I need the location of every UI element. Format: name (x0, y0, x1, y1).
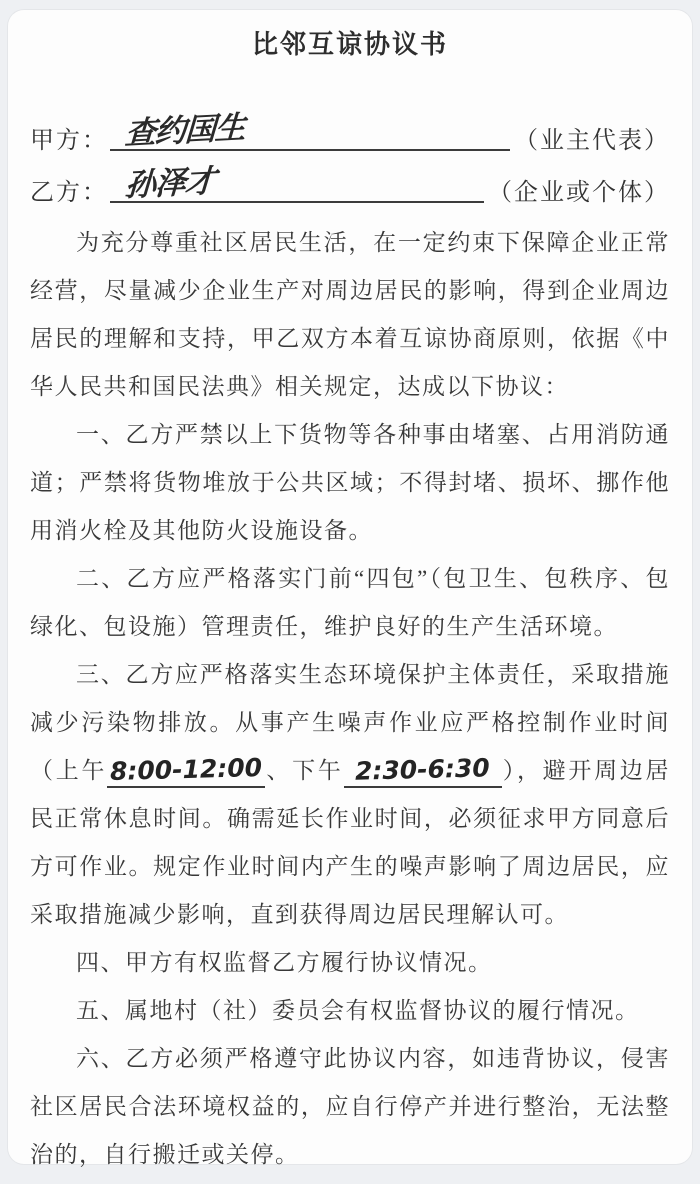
party-a-label: 甲方： (30, 128, 108, 154)
preamble-paragraph: 为充分尊重社区居民生活，在一定约束下保障企业正常经营，尽量减少企业生产对周边居民的影响，得到企业周边居民的理解和支持，甲乙双方本着互谅协商原则，依据《中华人民共和国民法典》相关规定，达成以下协议： (30, 230, 670, 399)
handwritten-afternoon-time: 2:30-6:30 (354, 753, 491, 786)
party-b-label: 乙方： (30, 180, 108, 206)
party-b-role: （企业或个体） (488, 180, 670, 206)
clause-6: 六、乙方必须严格遵守此协议内容，如违背协议，侵害社区居民合法环境权益的，应自行停产并进行整治，无法整治的，自行搬迁或关停。 (30, 1046, 670, 1167)
clause-4: 四、甲方有权监督乙方履行协议情况。 (76, 950, 493, 975)
clause-3-separator: 、下午 (265, 758, 344, 783)
clause-3 (30, 651, 670, 939)
party-a-handwritten-signature: 查约国生 (124, 109, 246, 152)
afternoon-time-blank (344, 755, 502, 788)
document-title: 比邻互谅协议书 (251, 29, 448, 59)
party-b-handwritten-signature: 孙泽才 (124, 163, 216, 204)
handwritten-morning-time: 8:00-12:00 (109, 753, 263, 786)
document-card (8, 10, 692, 1167)
party-b-signature-line (110, 151, 484, 203)
clause-2: 二、乙方应严格落实门前“四包”（包卫生、包秩序、包绿化、包设施）管理责任，维护良好的生产生活环境。 (30, 566, 670, 639)
parties-section (30, 105, 670, 209)
morning-time-blank (107, 755, 265, 788)
clause-3-tail: ），避开周边居民正常休息时间。确需延长作业时间，必须征求甲方同意后方可作业。规定作业时间内产生的噪声影响了周边居民，应采取措施减少影响，直到获得周边居民理解认可。 (30, 758, 671, 927)
party-a-role: （业主代表） (514, 128, 670, 154)
party-a-row (30, 105, 670, 157)
document-body (30, 219, 670, 1179)
clause-3-lead: 三、乙方应严格落实生态环境保护主体责任，采取措施减少污染物排放。从事产生噪声作业应严格控制作业时间（上午 (30, 662, 670, 783)
clause-5: 五、属地村（社）委员会有权监督协议的履行情况。 (76, 998, 640, 1023)
party-b-row (30, 157, 670, 209)
clause-1: 一、乙方严禁以上下货物等各种事由堵塞、占用消防通道；严禁将货物堆放于公共区域；不得封堵、损坏、挪作他用消火栓及其他防火设施设备。 (30, 422, 670, 543)
party-a-signature-line (110, 99, 510, 151)
